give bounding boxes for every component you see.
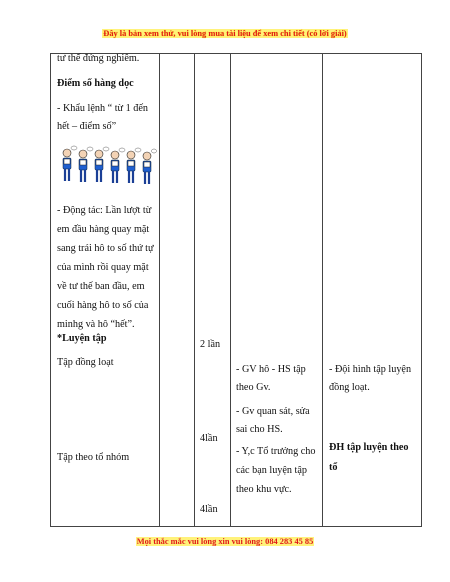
heading-score-count: Điểm số hàng dọc [57, 78, 134, 89]
table-border-left [50, 53, 51, 527]
gv-instruction-3a: - Y,c Tổ trưởng cho [236, 446, 316, 457]
action-line-7: minhg và hô “hết”. [57, 319, 135, 330]
action-line-4: của mình rồi quay mặt [57, 262, 149, 273]
formation-together-b: đồng loạt. [329, 382, 370, 393]
gv-instruction-3c: theo khu vực. [236, 484, 292, 495]
table-divider-3 [230, 53, 231, 527]
table-divider-4 [322, 53, 323, 527]
practice-together: Tập đồng loạt [57, 357, 114, 368]
gv-instruction-1b: theo Gv. [236, 382, 271, 393]
command-line-1: - Khẩu lệnh “ từ 1 đến [57, 103, 148, 114]
formation-group-b: tổ [329, 462, 338, 473]
action-line-2: em đầu hàng quay mặt [57, 224, 150, 235]
formation-together-a: - Đội hình tập luyện [329, 364, 412, 375]
action-line-3: sang trái hô to số thứ tự [57, 243, 154, 254]
table-border-bottom [50, 526, 422, 527]
times-group: 4lần [200, 504, 218, 515]
gv-instruction-2b: sai cho HS. [236, 424, 283, 435]
formation-group-a: ĐH tập luyện theo [329, 442, 409, 453]
times-observe: 4lần [200, 433, 218, 444]
students-lineup-illustration [57, 145, 157, 195]
action-line-5: về tư thế ban đầu, em [57, 281, 145, 292]
action-line-6: cuối hàng hô to số của [57, 300, 149, 311]
gv-instruction-2a: - Gv quan sát, sửa [236, 406, 310, 417]
table-border-right [421, 53, 422, 527]
practice-group: Tập theo tổ nhóm [57, 452, 130, 463]
table-divider-1 [159, 53, 160, 527]
text-stance: tư thế đứng nghiêm. [57, 53, 140, 64]
table-divider-2 [194, 53, 195, 527]
heading-practice: *Luyện tập [57, 333, 107, 344]
gv-instruction-1a: - GV hô - HS tập [236, 364, 306, 375]
contact-footer: Mọi thắc mắc vui lòng xin vui lòng: 084 283 45 85 [136, 537, 314, 546]
gv-instruction-3b: các bạn luyện tập [236, 465, 307, 476]
action-line-1: - Động tác: Lần lượt từ [57, 205, 152, 216]
preview-banner: Đây là bản xem thử, vui lòng mua tài liệu để xem chi tiết (có lời giải) [103, 29, 347, 38]
command-line-2: hết – điểm số” [57, 121, 117, 132]
times-together: 2 lần [200, 339, 221, 350]
